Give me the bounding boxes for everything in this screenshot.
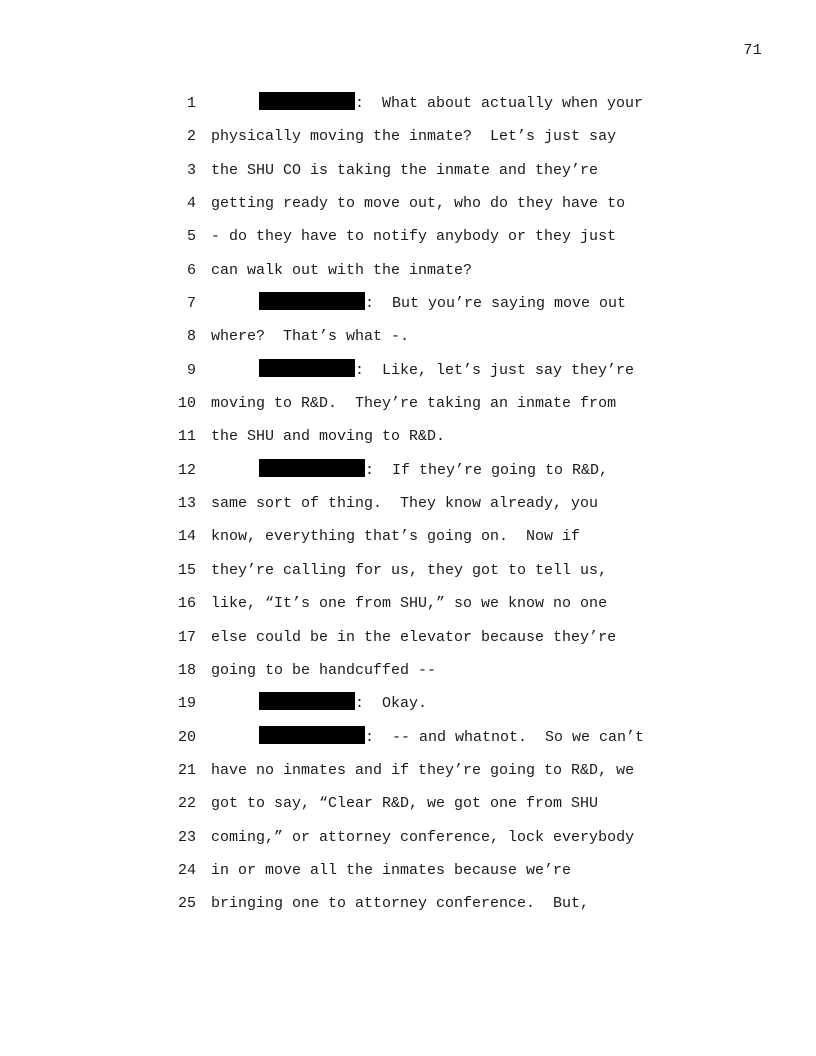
line-text: coming,” or attorney conference, lock everybody — [211, 828, 635, 846]
line-text: the SHU CO is taking the inmate and they’re — [211, 161, 599, 179]
line-text: they’re calling for us, they got to tell us, — [211, 561, 608, 579]
line-text-wrap — [211, 320, 409, 353]
transcript-line — [150, 587, 710, 620]
line-number: 20 — [177, 728, 196, 746]
line-number: 15 — [177, 561, 196, 579]
line-number: 11 — [177, 428, 196, 446]
transcript-line — [150, 821, 710, 854]
line-text-wrap — [211, 254, 472, 287]
line-text: : If they’re going to R&D, — [365, 461, 609, 479]
line-text: : -- and whatnot. So we can’t — [365, 728, 645, 746]
line-text: else could be in the elevator because they’re — [211, 628, 617, 646]
line-text: : What about actually when your — [355, 95, 644, 112]
redacted-speaker-name — [259, 726, 365, 744]
line-text: going to be handcuffed -- — [211, 661, 437, 679]
transcript-line — [150, 220, 710, 253]
line-text-wrap — [259, 354, 634, 387]
line-text-wrap — [211, 154, 598, 187]
line-text-wrap — [211, 654, 436, 687]
line-text: the SHU and moving to R&D. — [211, 428, 446, 446]
line-number: 6 — [186, 261, 196, 279]
line-text-wrap — [259, 87, 643, 120]
transcript-line — [150, 287, 710, 320]
line-number: 23 — [177, 828, 196, 846]
transcript-line — [150, 320, 710, 353]
redacted-speaker-name — [259, 292, 365, 310]
line-number: 18 — [177, 661, 196, 679]
line-text-wrap — [211, 754, 634, 787]
line-text: getting ready to move out, who do they have to — [211, 195, 626, 213]
transcript-line — [150, 420, 710, 453]
transcript-line — [150, 887, 710, 920]
line-number: 4 — [186, 195, 196, 213]
line-text-wrap — [211, 520, 580, 553]
line-text: physically moving the inmate? Let’s just say — [211, 128, 617, 146]
line-number: 3 — [186, 161, 196, 179]
line-number: 21 — [177, 761, 196, 779]
transcript-line — [150, 854, 710, 887]
line-text-wrap — [211, 587, 607, 620]
transcript-line — [150, 487, 710, 520]
line-text: can walk out with the inmate? — [211, 261, 473, 279]
line-number: 16 — [177, 595, 196, 613]
line-number: 5 — [186, 228, 196, 246]
transcript-line — [150, 454, 710, 487]
line-text: moving to R&D. They’re taking an inmate from — [211, 395, 617, 413]
transcript-line — [150, 554, 710, 587]
transcript-body — [150, 87, 710, 921]
transcript-line — [150, 621, 710, 654]
line-number: 19 — [177, 695, 196, 713]
line-number: 17 — [177, 628, 196, 646]
line-text-wrap — [211, 387, 616, 420]
line-text: same sort of thing. They know already, you — [211, 495, 599, 513]
line-number: 8 — [186, 328, 196, 346]
line-text: : But you’re saying move out — [365, 295, 627, 313]
redacted-speaker-name — [259, 92, 355, 110]
transcript-line — [150, 187, 710, 220]
line-text-wrap — [211, 554, 607, 587]
transcript-line — [150, 687, 710, 720]
line-text: know, everything that’s going on. Now if — [211, 528, 581, 546]
line-number: 22 — [177, 795, 196, 813]
line-text: got to say, “Clear R&D, we got one from SHU — [211, 795, 599, 813]
line-text-wrap — [211, 787, 598, 820]
line-number: 14 — [177, 528, 196, 546]
line-text: : Okay. — [355, 695, 428, 713]
line-text-wrap — [211, 887, 589, 920]
transcript-line — [150, 254, 710, 287]
line-text-wrap — [211, 821, 634, 854]
redacted-speaker-name — [259, 359, 355, 377]
line-text: like, “It’s one from SHU,” so we know no one — [211, 595, 608, 613]
line-text-wrap — [211, 120, 616, 153]
line-number: 2 — [186, 128, 196, 146]
transcript-line — [150, 87, 710, 120]
line-text-wrap — [259, 721, 644, 754]
transcript-line — [150, 654, 710, 687]
transcript-line — [150, 387, 710, 420]
transcript-line — [150, 120, 710, 153]
line-text: - do they have to notify anybody or they just — [211, 228, 617, 246]
line-text-wrap — [211, 854, 571, 887]
line-number: 7 — [186, 295, 196, 313]
line-text: : Like, let’s just say they’re — [355, 361, 635, 379]
line-number: 13 — [177, 495, 196, 513]
redacted-speaker-name — [259, 459, 365, 477]
transcript-line — [150, 787, 710, 820]
transcript-line — [150, 754, 710, 787]
transcript-line — [150, 520, 710, 553]
line-number: 25 — [177, 895, 196, 913]
line-number: 12 — [177, 461, 196, 479]
line-text-wrap — [211, 487, 598, 520]
line-number: 9 — [186, 361, 196, 379]
line-number: 10 — [177, 395, 196, 413]
line-number: 1 — [186, 95, 196, 112]
line-text-wrap — [259, 454, 608, 487]
transcript-line — [150, 354, 710, 387]
line-text-wrap — [211, 220, 616, 253]
line-text: bringing one to attorney conference. But, — [211, 895, 590, 913]
line-text-wrap — [259, 287, 626, 320]
page-number: 71 — [743, 42, 762, 59]
line-text-wrap — [211, 621, 616, 654]
line-number: 24 — [177, 861, 196, 879]
line-text-wrap — [211, 187, 625, 220]
line-text: in or move all the inmates because we’re — [211, 861, 572, 879]
redacted-speaker-name — [259, 692, 355, 710]
line-text-wrap — [259, 687, 427, 720]
line-text: have no inmates and if they’re going to R&D, we — [211, 761, 635, 779]
transcript-line — [150, 721, 710, 754]
line-text-wrap — [211, 420, 445, 453]
transcript-line — [150, 154, 710, 187]
line-text: where? That’s what -. — [211, 328, 410, 346]
